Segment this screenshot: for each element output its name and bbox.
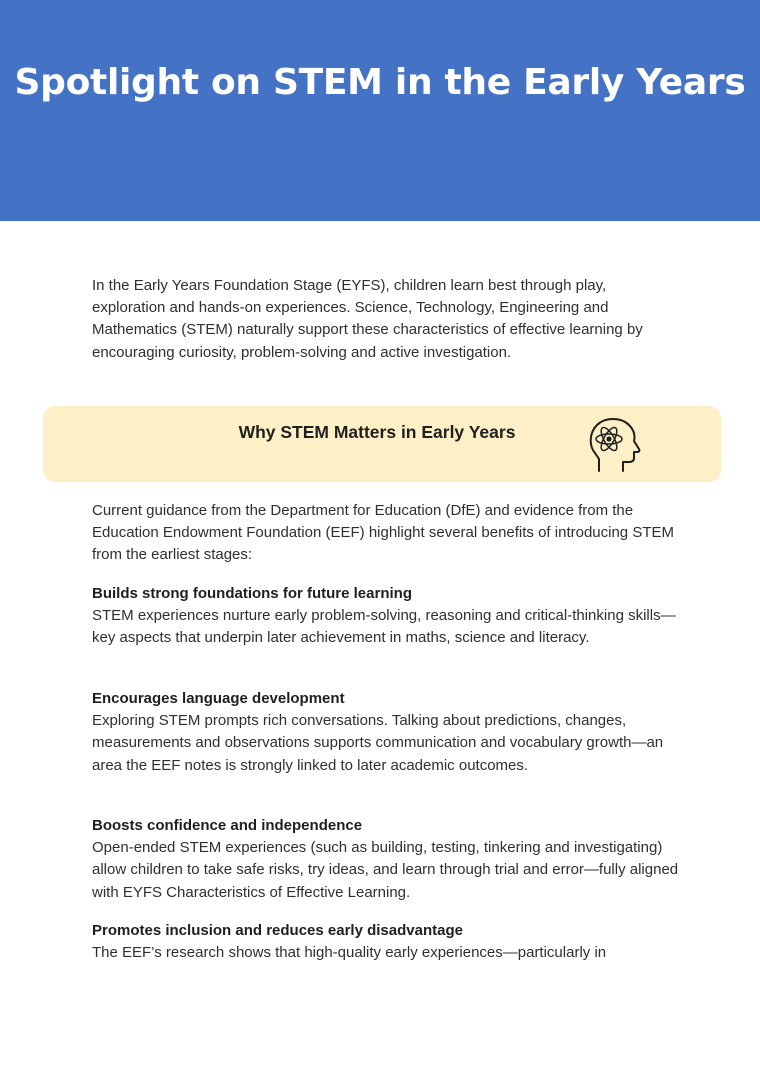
- section-banner-title: Why STEM Matters in Early Years: [238, 422, 516, 442]
- benefit-text: Open-ended STEM experiences (such as building, testing, tinkering and investigating) allow children to take safe risks, try ideas, and learn through trial and error—fully aligned with EYFS Characteristics of Effective Learning.: [92, 839, 679, 901]
- head-atom-icon: [585, 413, 643, 473]
- benefit-section: [92, 815, 682, 904]
- guidance-paragraph: Current guidance from the Department for Education (DfE) and evidence from the Education Endowment Foundation (EEF) highlight several benefits of introducing STEM from the earliest stages:: [92, 502, 674, 564]
- benefit-heading: Promotes inclusion and reduces early disadvantage: [92, 922, 463, 939]
- title-banner: [0, 0, 760, 221]
- benefit-section: [92, 920, 682, 964]
- benefit-heading: Boosts confidence and independence: [92, 817, 363, 834]
- intro-paragraph: In the Early Years Foundation Stage (EYFS), children learn best through play, exploration and hands-on experiences. Science, Technology, Engineering and Mathematics (STEM) naturally support these characteristics of effective learning by encouraging curiosity, problem-solving and active investigation.: [92, 277, 643, 361]
- page-title: Spotlight on STEM in the Early Years: [14, 62, 746, 103]
- benefit-text: Exploring STEM prompts rich conversations. Talking about predictions, changes, measurements and observations supports communication and vocabulary growth—an area the EEF notes is strongly linked to later academic outcomes.: [92, 712, 664, 774]
- section-banner: [43, 406, 721, 482]
- benefit-section: [92, 583, 682, 650]
- benefit-text: The EEF’s research shows that high-quality early experiences—particularly in: [92, 944, 607, 962]
- benefit-section: [92, 688, 682, 777]
- benefit-heading: Encourages language development: [92, 690, 345, 707]
- benefit-heading: Builds strong foundations for future learning: [92, 585, 412, 602]
- benefit-text: STEM experiences nurture early problem-solving, reasoning and critical-thinking skills—key aspects that underpin later achievement in maths, science and literacy.: [92, 607, 676, 647]
